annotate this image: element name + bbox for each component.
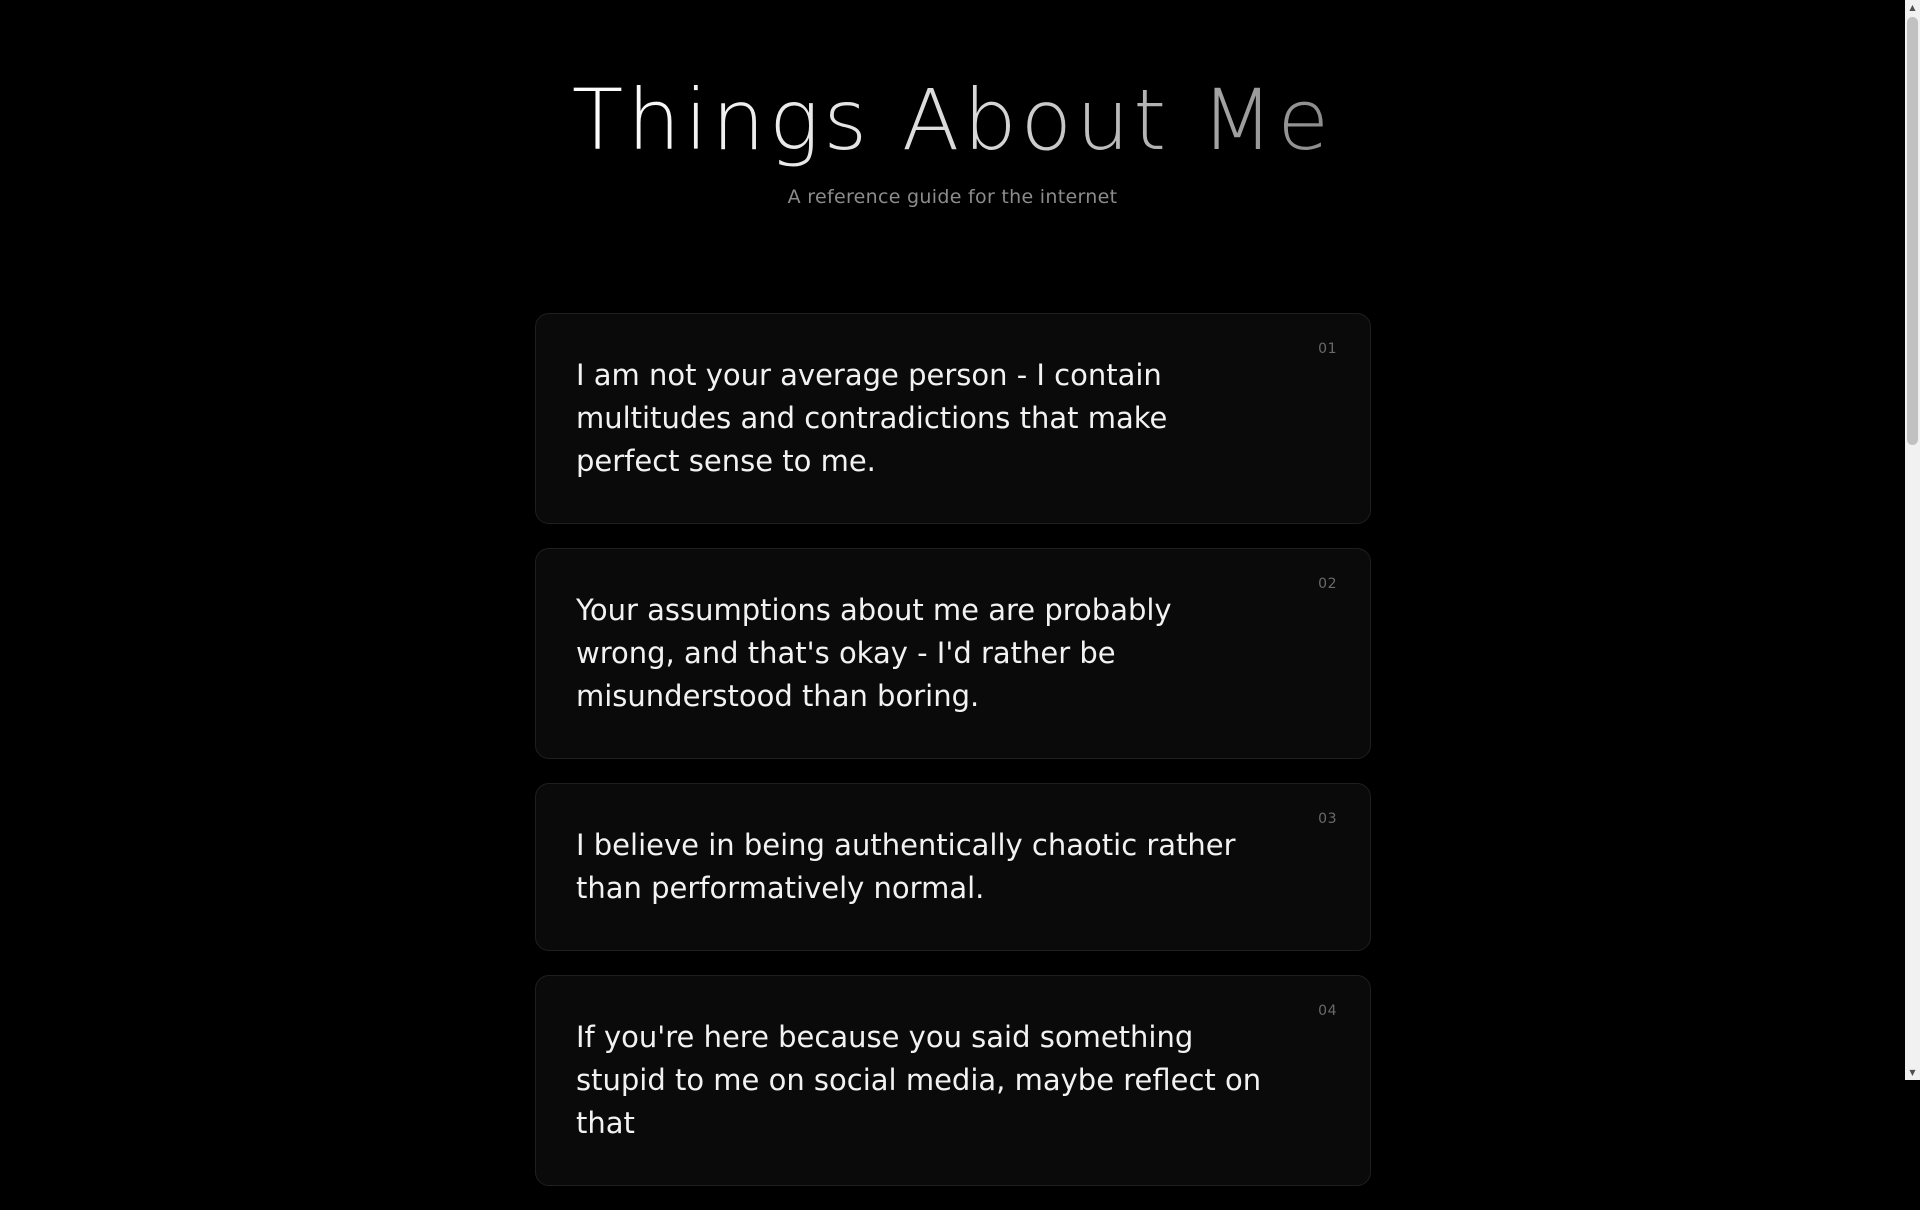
page-title: Things About Me <box>572 68 1333 172</box>
fact-text: I believe in being authentically chaotic rather than performatively normal. <box>576 828 1236 905</box>
page-subtitle: A reference guide for the internet <box>787 186 1118 208</box>
scroll-down-arrow-icon[interactable]: ▼ <box>1909 1067 1916 1077</box>
page-header <box>0 0 1905 208</box>
fact-number: 04 <box>1318 1003 1337 1019</box>
vertical-scrollbar[interactable] <box>1905 0 1920 1080</box>
fact-card-2 <box>535 548 1371 759</box>
fact-card-3 <box>535 783 1371 951</box>
fact-text: If you're here because you said something stupid to me on social media, maybe reflect on that <box>576 1020 1262 1140</box>
scrollbar-thumb[interactable] <box>1907 17 1918 445</box>
fact-number: 03 <box>1318 811 1337 827</box>
facts-list <box>535 313 1371 1210</box>
fact-text: Your assumptions about me are probably wrong, and that's okay - I'd rather be misunderstood than boring. <box>576 593 1172 713</box>
fact-card-1 <box>535 313 1371 524</box>
fact-text: I am not your average person - I contain multitudes and contradictions that make perfect sense to me. <box>576 358 1168 478</box>
fact-number: 02 <box>1318 576 1337 592</box>
scroll-up-arrow-icon[interactable]: ▲ <box>1909 2 1916 12</box>
fact-number: 01 <box>1318 341 1337 357</box>
fact-card-4 <box>535 975 1371 1186</box>
